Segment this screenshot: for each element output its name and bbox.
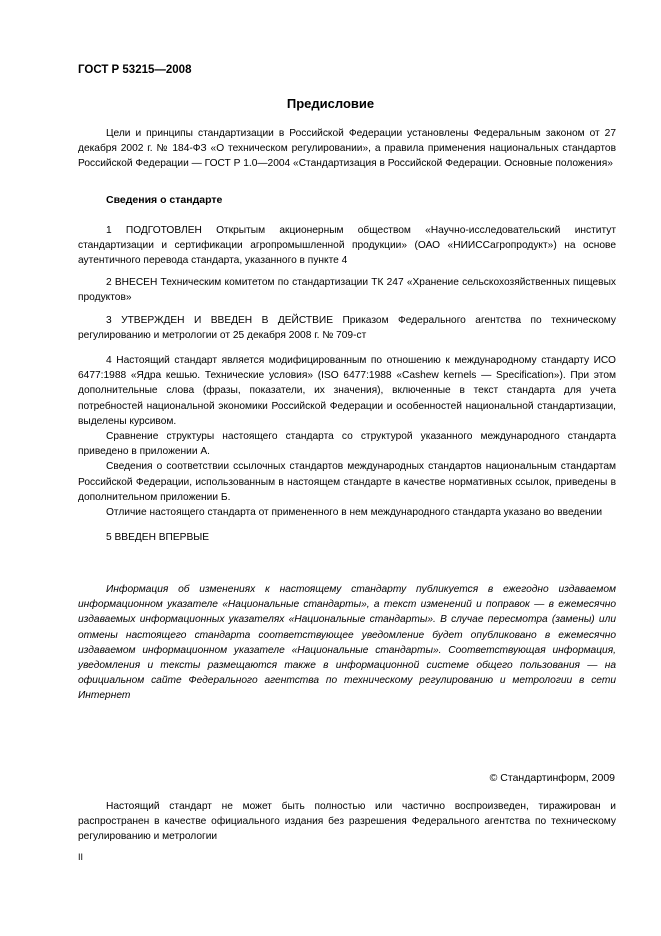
document-id: ГОСТ Р 53215—2008 xyxy=(78,64,192,76)
item-3-text: 3 УТВЕРЖДЕН И ВВЕДЕН В ДЕЙСТВИЕ Приказом Федерального агентства по техническому регулированию и метрологии от 25 декабря 2008 г. № 709-ст xyxy=(78,315,616,342)
intro-paragraph xyxy=(78,126,616,172)
item-1-text: 1 ПОДГОТОВЛЕН Открытым акционерным обществом «Научно-исследовательский институт стандартизации и сертификации агропромышленной продукции» (ОАО «НИИССагропродукт») на основе аутентичного перевода стандарта, указанного в пункте 4 xyxy=(78,225,616,267)
notice-text: Информация об изменениях к настоящему стандарту публикуется в ежегодно издаваемом информационном указателе «Национальные стандарты», а текст изменений и поправок — в ежемесячно издаваемых информационных указателях «Национальные стандарты». В случае пересмотра (замены) или отмены настоящего стандарта соответствующее уведомление будет опубликовано в ежемесячно издаваемом информационном указателе «Национальные стандарты». Соответствующая информация, уведомления и тексты размещаются также в информационной системе общего пользования — на официальном сайте Федерального агентства по техническому регулированию и метрологии в сети Интернет xyxy=(78,584,616,702)
item-1 xyxy=(78,223,616,269)
reproduction-notice xyxy=(78,799,616,845)
reproduction-text: Настоящий стандарт не может быть полностью или частично воспроизведен, тиражирован и распространен в качестве официального издания без разрешения Федерального агентства по техническому регулированию и метрологии xyxy=(78,801,616,843)
page-title: Предисловие xyxy=(286,96,375,111)
item-5 xyxy=(78,530,616,545)
item-4-text-2: Сравнение структуры настоящего стандарта со структурой указанного международного стандарта приведено в приложении А. xyxy=(78,431,616,458)
copyright-line: © Стандартинформ, 2009 xyxy=(489,772,615,784)
item-2-text: 2 ВНЕСЕН Техническим комитетом по стандартизации ТК 247 «Хранение сельскохозяйственных пищевых продуктов» xyxy=(78,277,616,304)
item-3 xyxy=(78,313,616,343)
intro-text: Цели и принципы стандартизации в Российской Федерации установлены Федеральным законом от 27 декабря 2002 г. № 184-ФЗ «О техническом регулировании», а правила применения национальных стандартов Российской Федерации — ГОСТ Р 1.0—2004 «Стандартизация в Российской Федерации. Основные положения» xyxy=(78,128,616,170)
item-5-text: 5 ВВЕДЕН ВПЕРВЫЕ xyxy=(106,532,210,543)
info-heading: Сведения о стандарте xyxy=(106,194,223,206)
item-4-text-4: Отличие настоящего стандарта от примененного в нем международного стандарта указано во введении xyxy=(106,507,603,519)
item-4 xyxy=(78,353,616,520)
item-4-text-3: Сведения о соответствии ссылочных стандартов международных стандартов национальным стандартам Российской Федерации, использованным в настоящем стандарте в качестве нормативных ссылок, приведены в дополнительном приложении Б. xyxy=(78,461,616,503)
item-2 xyxy=(78,275,616,305)
page-number: II xyxy=(78,852,84,862)
item-4-text-1: 4 Настоящий стандарт является модифицированным по отношению к международному стандарту ИСО 6477:1988 «Ядра кешью. Технические условия» (ISO 6477:1988 «Cashew kernels — Specification»). При этом дополнительные слова (фразы, показатели, их значения), включенные в текст стандарта для учета потребностей национальной экономики Российской Федерации и особенностей национальной стандартизации, выделены курсивом. xyxy=(78,355,616,427)
notice-block xyxy=(78,582,616,704)
